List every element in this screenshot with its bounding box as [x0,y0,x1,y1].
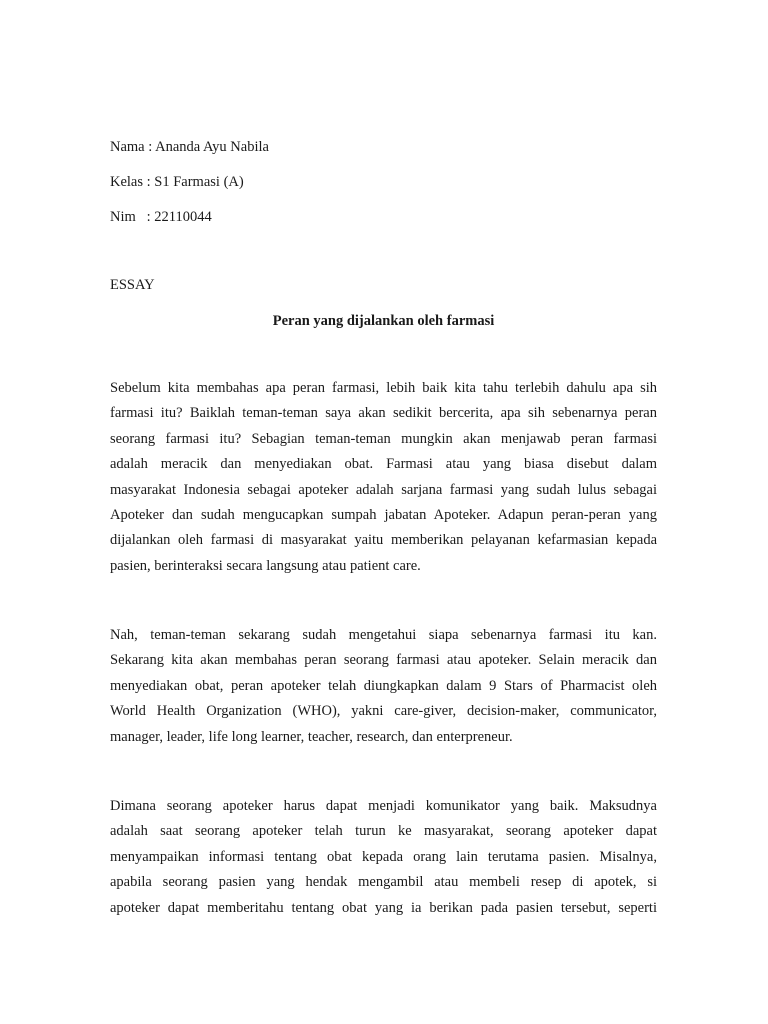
paragraph-line: pasien, berinteraksi secara langsung atau patient care. [110,557,421,574]
student-class-line: Kelas : S1 Farmasi (A) [110,174,244,190]
paragraph-line: seorang farmasi itu? Sebagian teman-teman mungkin akan menjawab peran farmasi [110,430,657,447]
paragraph-line: Nah, teman-teman sekarang sudah mengetahui siapa sebenarnya farmasi itu kan. [110,627,657,643]
student-nim-line: Nim : 22110044 [110,209,212,225]
paragraph-line: adalah saat seorang apoteker telah turun ke masyarakat, seorang apoteker dapat [110,823,657,840]
essay-paragraph-3 [110,794,657,921]
paragraph-line: menyediakan obat, peran apoteker telah diungkapkan dalam 9 Stars of Pharmacist oleh [110,677,657,694]
paragraph-line: Sekarang kita akan membahas peran seorang farmasi atau apoteker. Selain meracik dan [110,652,657,669]
student-name-line: Nama : Ananda Ayu Nabila [110,139,269,155]
paragraph-line: Sebelum kita membahas apa peran farmasi, lebih baik kita tahu terlebih dahulu apa sih [110,380,657,396]
paragraph-line: Apoteker dan sudah mengucapkan sumpah jabatan Apoteker. Adapun peran-peran yang [110,506,657,523]
paragraph-line: apoteker dapat memberitahu tentang obat yang ia berikan pada pasien tersebut, seperti [110,899,657,916]
paragraph-line: apabila seorang pasien yang hendak mengambil atau membeli resep di apotek, si [110,874,657,891]
paragraph-line: Dimana seorang apoteker harus dapat menjadi komunikator yang baik. Maksudnya [110,798,657,814]
paragraph-line: adalah meracik dan menyediakan obat. Farmasi atau yang biasa disebut dalam [110,456,657,473]
paragraph-line: manager, leader, life long learner, teacher, research, dan enterpreneur. [110,728,513,745]
essay-label: ESSAY [110,277,155,293]
paragraph-line: farmasi itu? Baiklah teman-teman saya akan sedikit bercerita, apa sih sebenarnya peran [110,405,657,422]
paragraph-line: dijalankan oleh farmasi di masyarakat yaitu memberikan pelayanan kefarmasian kepada [110,532,657,549]
essay-paragraph-1 [110,376,657,579]
essay-title: Peran yang dijalankan oleh farmasi [272,313,495,329]
paragraph-line: World Health Organization (WHO), yakni care-giver, decision-maker, communicator, [110,703,657,720]
paragraph-line: menyampaikan informasi tentang obat kepada orang lain terutama pasien. Misalnya, [110,848,657,865]
essay-paragraph-2 [110,623,657,750]
paragraph-line: masyarakat Indonesia sebagai apoteker adalah sarjana farmasi yang sudah lulus sebagai [110,481,657,498]
